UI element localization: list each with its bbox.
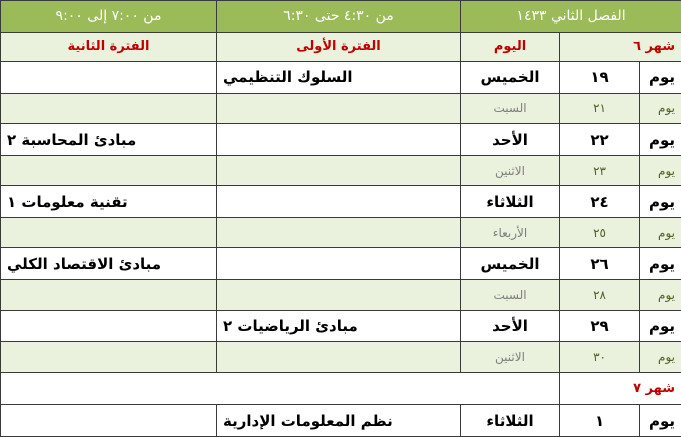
period1-course-cell: السلوك التنظيمي xyxy=(217,62,461,94)
period1-course-cell xyxy=(217,248,461,280)
date-number-cell: ٣٠ xyxy=(560,342,640,373)
table-row xyxy=(1,405,681,437)
day-word-cell: يوم xyxy=(640,217,681,248)
weekday-cell: الثلاثاء xyxy=(461,186,560,218)
weekday-cell: السبت xyxy=(461,93,560,124)
table-row xyxy=(1,155,681,186)
date-number-cell: ١ xyxy=(560,405,640,437)
weekday-cell: الأحد xyxy=(461,124,560,156)
period1-time: من ٤:٣٠ حتى ٦:٣٠ xyxy=(217,1,461,33)
table-row xyxy=(1,342,681,373)
date-number-cell: ٢٨ xyxy=(560,280,640,311)
table-row xyxy=(1,310,681,342)
day-word-cell: يوم xyxy=(640,93,681,124)
weekday-cell: الأحد xyxy=(461,310,560,342)
date-number-cell: ٢٥ xyxy=(560,217,640,248)
table-row xyxy=(1,217,681,248)
day-word-cell: يوم xyxy=(640,155,681,186)
period1-course-cell xyxy=(217,342,461,373)
semester-title: الفصل الثاني ١٤٣٣ xyxy=(461,1,681,33)
period2-course-cell xyxy=(1,62,217,94)
table-row xyxy=(1,93,681,124)
period1-course-cell xyxy=(217,186,461,218)
date-number-cell: ٢٤ xyxy=(560,186,640,218)
day-word-cell: يوم xyxy=(640,248,681,280)
period2-course-cell xyxy=(1,342,217,373)
weekday-cell: الاثنين xyxy=(461,342,560,373)
period2-course-cell xyxy=(1,155,217,186)
period2-course-cell: تقنية معلومات ١ xyxy=(1,186,217,218)
month7-blank xyxy=(1,372,560,405)
date-number-cell: ٢١ xyxy=(560,93,640,124)
period1-course-cell xyxy=(217,93,461,124)
period1-course-cell xyxy=(217,280,461,311)
title-row xyxy=(1,1,681,33)
weekday-cell: الخميس xyxy=(461,62,560,94)
table-row xyxy=(1,124,681,156)
period2-course-cell: مبادئ الاقتصاد الكلي xyxy=(1,248,217,280)
period2-course-cell xyxy=(1,310,217,342)
date-number-cell: ٢٣ xyxy=(560,155,640,186)
table-row xyxy=(1,62,681,94)
day-word-cell: يوم xyxy=(640,280,681,311)
period2-time: من ٧:٠٠ إلى ٩:٠٠ xyxy=(1,1,217,33)
period2-course-cell xyxy=(1,405,217,437)
weekday-cell: الاثنين xyxy=(461,155,560,186)
date-number-cell: ١٩ xyxy=(560,62,640,94)
date-number-cell: ٢٦ xyxy=(560,248,640,280)
period1-course-cell xyxy=(217,155,461,186)
period2-course-cell xyxy=(1,280,217,311)
day-word-cell: يوم xyxy=(640,342,681,373)
table-row xyxy=(1,186,681,218)
weekday-cell: الثلاثاء xyxy=(461,405,560,437)
weekday-cell: الأربعاء xyxy=(461,217,560,248)
period2-header: الفترة الثانية xyxy=(1,32,217,61)
date-number-cell: ٢٩ xyxy=(560,310,640,342)
month7-row xyxy=(1,372,681,405)
day-word-cell: يوم xyxy=(640,62,681,94)
month7-label: شهر ٧ xyxy=(560,372,681,405)
period2-course-cell xyxy=(1,217,217,248)
day-word-cell: يوم xyxy=(640,310,681,342)
period1-header: الفترة الأولى xyxy=(217,32,461,61)
period1-course-cell: نظم المعلومات الإدارية xyxy=(217,405,461,437)
day-header: اليوم xyxy=(461,32,560,61)
day-word-cell: يوم xyxy=(640,124,681,156)
period2-course-cell xyxy=(1,93,217,124)
date-number-cell: ٢٢ xyxy=(560,124,640,156)
weekday-cell: السبت xyxy=(461,280,560,311)
period1-course-cell: مبادئ الرياضيات ٢ xyxy=(217,310,461,342)
day-word-cell: يوم xyxy=(640,186,681,218)
table-row xyxy=(1,248,681,280)
period1-course-cell xyxy=(217,124,461,156)
month-header: شهر ٦ xyxy=(560,32,681,61)
period1-course-cell xyxy=(217,217,461,248)
period2-course-cell: مبادئ المحاسبة ٢ xyxy=(1,124,217,156)
day-word-cell: يوم xyxy=(640,405,681,437)
weekday-cell: الخميس xyxy=(461,248,560,280)
header-row xyxy=(1,32,681,61)
table-row xyxy=(1,280,681,311)
